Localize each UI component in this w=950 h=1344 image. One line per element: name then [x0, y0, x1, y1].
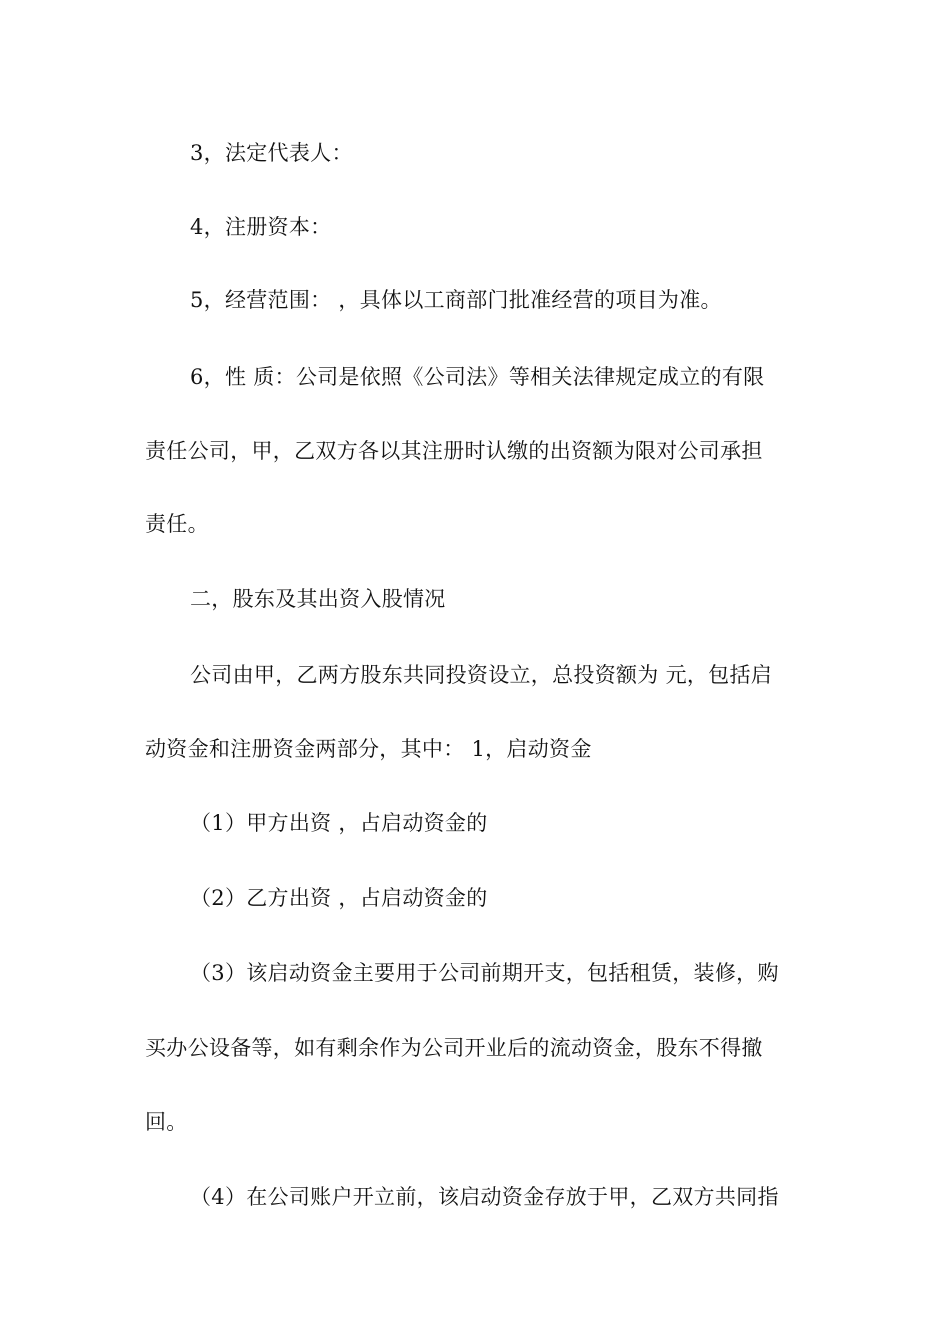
- text-line-registered-capital: 4，注册资本：: [190, 215, 332, 239]
- text-line-business-scope: 5，经营范围： ，具体以工商部门批准经营的项目为准。: [190, 288, 722, 312]
- text-line-nature: 6，性 质：公司是依照《公司法》等相关法律规定成立的有限: [190, 365, 765, 389]
- text-line-investment: 公司由甲，乙两方股东共同投资设立，总投资额为 元，包括启: [190, 663, 773, 687]
- text-line-nature-cont-2: 责任。: [145, 512, 209, 536]
- list-item-4: （4）在公司账户开立前，该启动资金存放于甲，乙双方共同指: [190, 1185, 779, 1209]
- list-item-2: （2）乙方出资 ，占启动资金的: [190, 886, 488, 910]
- list-item-1: （1）甲方出资 ，占启动资金的: [190, 811, 488, 835]
- section-heading-shareholders: 二，股东及其出资入股情况: [190, 587, 446, 611]
- list-item-3: （3）该启动资金主要用于公司前期开支，包括租赁，装修，购: [190, 961, 779, 985]
- text-line-investment-cont: 动资金和注册资金两部分，其中： 1，启动资金: [145, 737, 592, 761]
- list-item-3-cont-2: 回。: [145, 1110, 188, 1134]
- list-item-3-cont-1: 买办公设备等，如有剩余作为公司开业后的流动资金，股东不得撤: [145, 1036, 763, 1060]
- text-line-nature-cont-1: 责任公司，甲，乙双方各以其注册时认缴的出资额为限对公司承担: [145, 439, 763, 463]
- text-line-legal-representative: 3，法定代表人：: [190, 141, 353, 165]
